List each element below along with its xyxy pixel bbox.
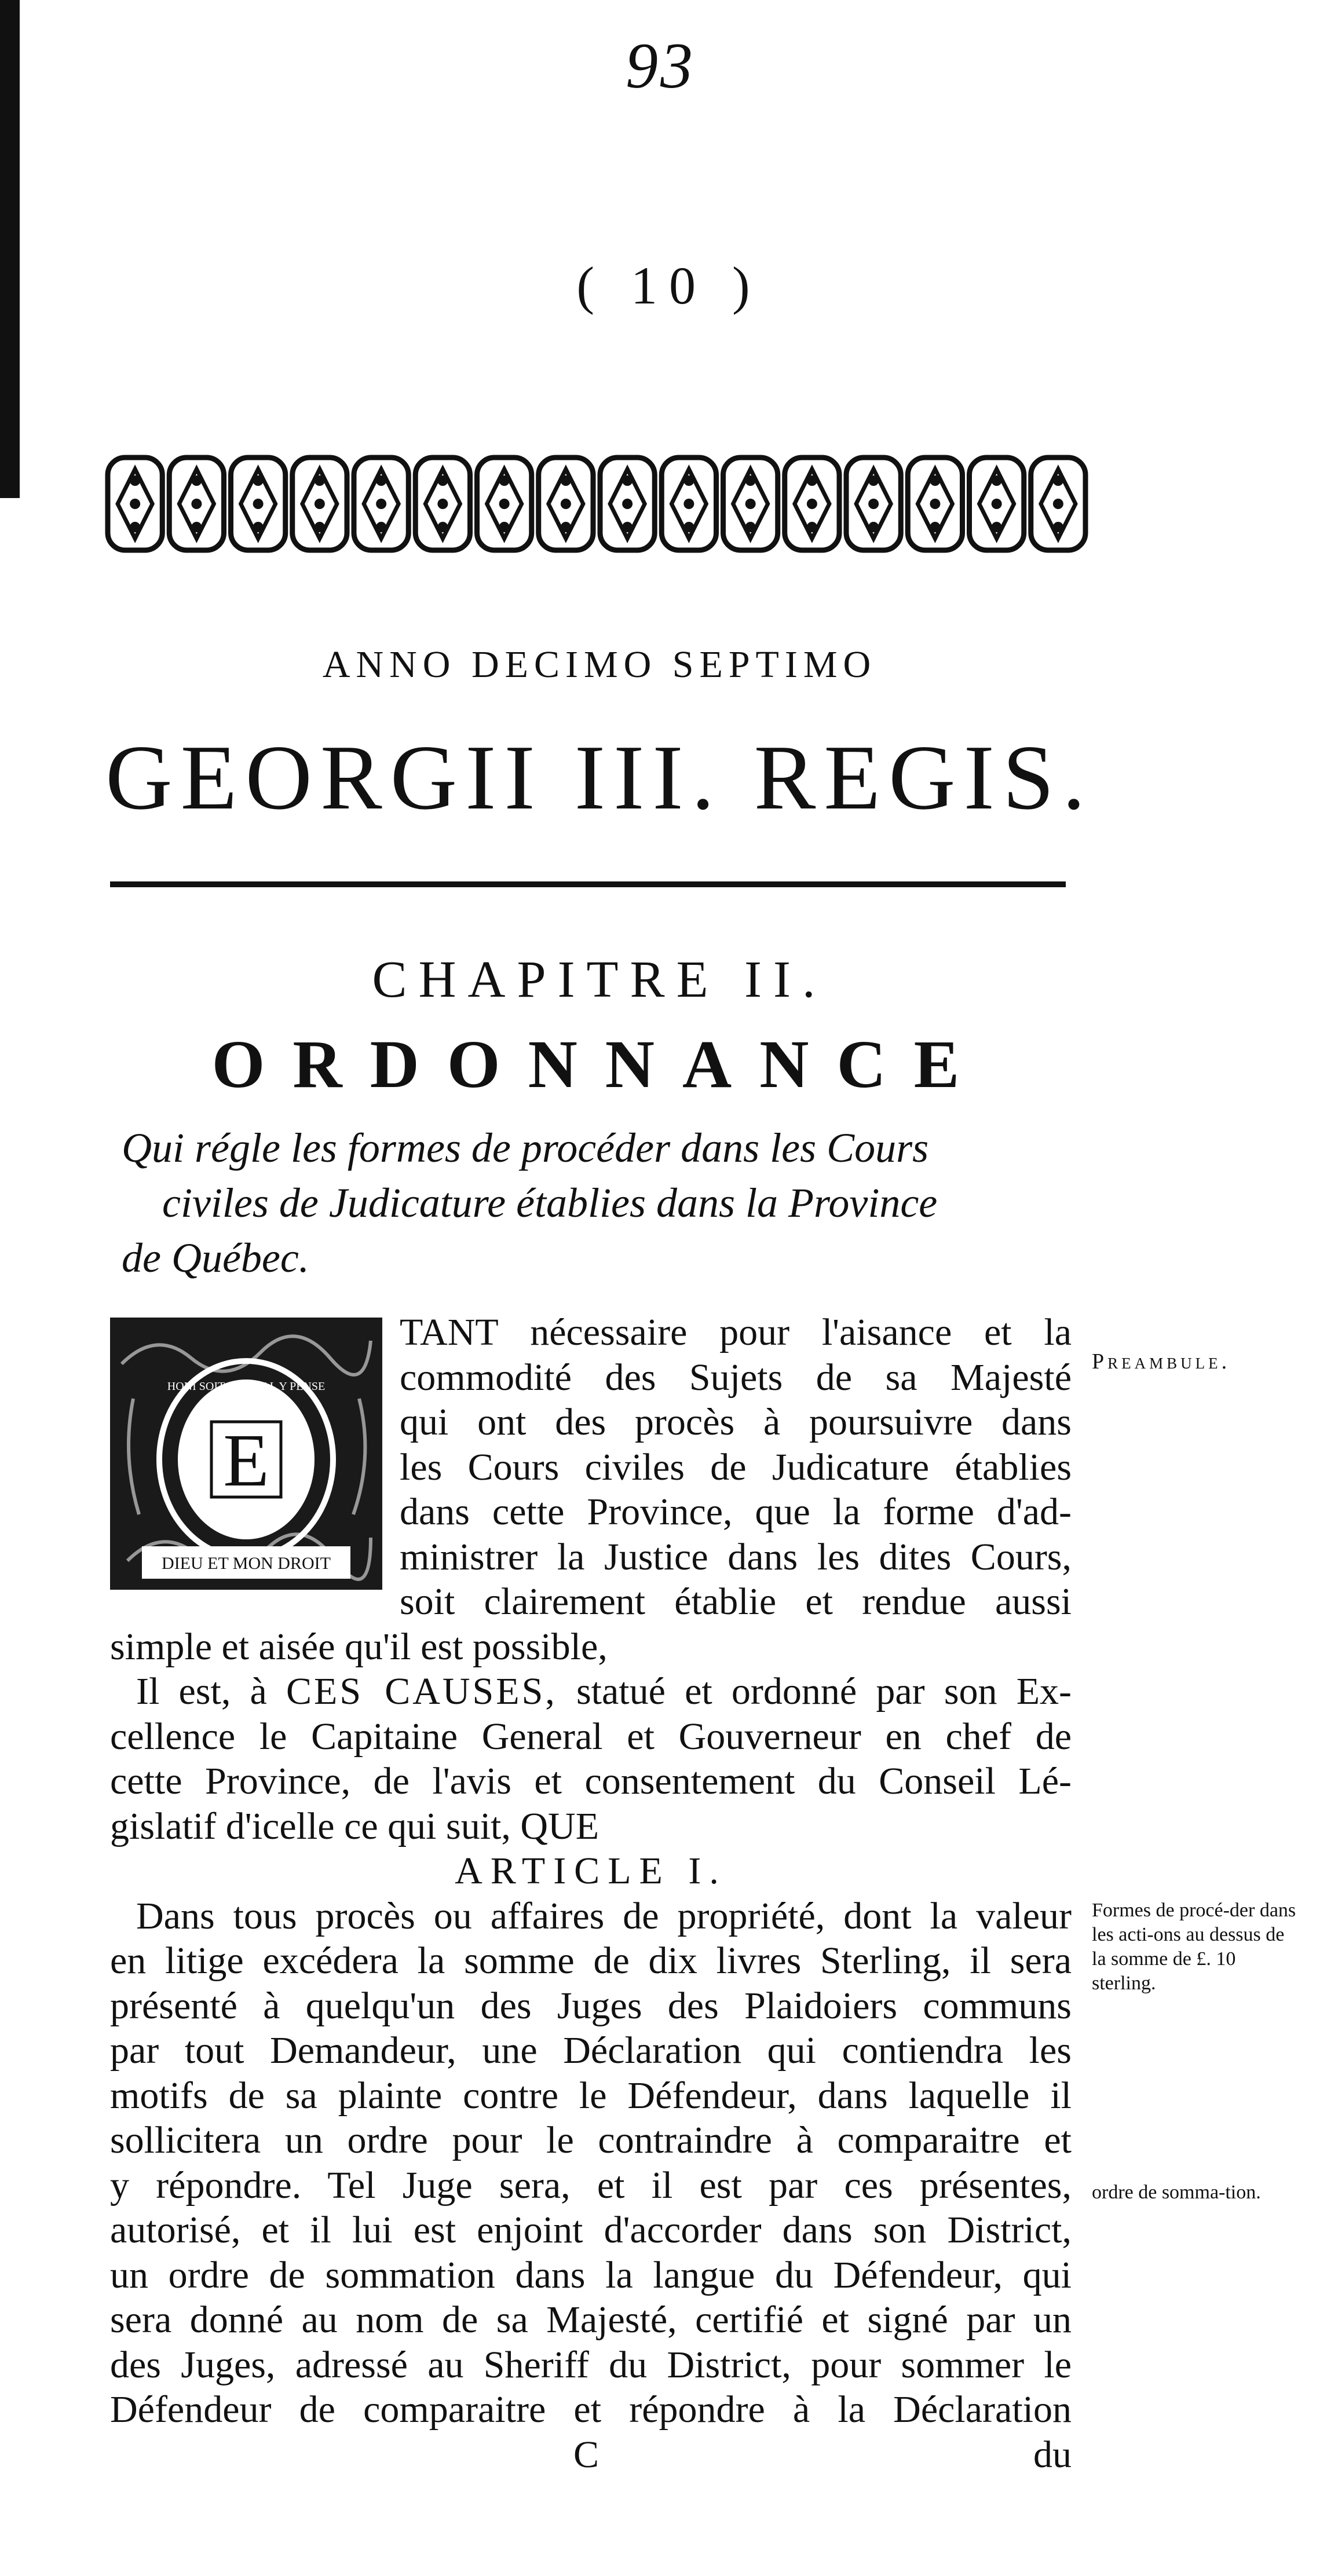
body-line-5: dans cette Province, que la forme d'ad- — [400, 1491, 1072, 1533]
margin-note-formes: Formes de procé-der dans les acti-ons au dessus de la somme de £. 10 sterling. — [1092, 1900, 1296, 1994]
body-line-11: cette Province, de l'avis et consentement du Conseil Lé- — [110, 1760, 1072, 1802]
handwritten-folio-number: 93 — [626, 30, 695, 102]
body-line-23: des Juges, adressé au Sheriff du District, pour sommer le — [110, 2343, 1072, 2386]
ordonnance-heading: ORDONNANCE — [211, 1026, 988, 1102]
body-line-15: présenté à quelqu'un des Juges des Plaidoiers communs — [110, 1984, 1072, 2027]
body-line-1: TANT nécessaire pour l'aisance et la — [400, 1311, 1072, 1353]
page-footer — [110, 2432, 1072, 2478]
ornament-unit — [600, 458, 655, 550]
ornamental-border — [104, 446, 1089, 562]
page-number: ( 10 ) — [576, 256, 762, 315]
regis-heading: GEORGII III. REGIS. — [105, 726, 1094, 829]
body-line-3: qui ont des procès à poursuivre dans — [400, 1401, 1072, 1443]
ornament-unit — [169, 458, 224, 550]
ordinance-body — [110, 1310, 1072, 2477]
margin-note-ordre: ordre de somma-tion. — [1092, 2182, 1261, 2203]
ornament-unit — [661, 458, 716, 550]
body-line-21: un ordre de sommation dans la langue du Défendeur, qui — [110, 2253, 1072, 2296]
ornament-unit — [785, 458, 839, 550]
body-line-16: par tout Demandeur, une Déclaration qui contiendra les — [110, 2029, 1072, 2072]
ornament-unit — [846, 458, 901, 550]
body-line-10: cellence le Capitaine General et Gouverneur en chef de — [110, 1715, 1072, 1758]
subtitle-line-1: Qui régle les formes de procéder dans les Cours — [122, 1125, 929, 1171]
subtitle-line-3: de Québec. — [122, 1235, 309, 1281]
body-line-22: sera donné au nom de sa Majesté, certifié et signé par un — [110, 2299, 1072, 2341]
signature-mark: C — [573, 2433, 599, 2476]
ornament-unit — [539, 458, 593, 550]
body-line-6: ministrer la Justice dans les dites Cours, — [400, 1535, 1072, 1578]
article-heading: ARTICLE I. — [455, 1850, 727, 1892]
body-line-8: simple et aisée qu'il est possible, — [110, 1625, 608, 1668]
ornament-unit — [415, 458, 470, 550]
scan-edge-shadow — [0, 0, 20, 498]
body-line-24: Défendeur de comparaitre et répondre à la Déclaration — [110, 2388, 1072, 2431]
ordinance-subtitle — [122, 1121, 1077, 1286]
ornament-unit — [723, 458, 778, 550]
ornament-unit — [293, 458, 347, 550]
catchword: du — [1033, 2433, 1072, 2476]
chapter-heading: CHAPITRE II. — [372, 951, 827, 1008]
body-line-9 — [110, 1669, 1072, 1714]
ornament-unit — [354, 458, 408, 550]
body-line-13: Dans tous procès ou affaires de propriété, dont la valeur — [136, 1894, 1072, 1937]
ornament-unit — [231, 458, 286, 550]
body-line-4: les Cours civiles de Judicature établies — [400, 1446, 1072, 1488]
initial-letter: E — [223, 1419, 269, 1502]
text-il-est: Il est, à — [136, 1670, 267, 1713]
body-line-17: motifs de sa plainte contre le Défendeur, dans laquelle il — [110, 2074, 1072, 2117]
body-line-18: sollicitera un ordre pour le contraindre à comparaitre et — [110, 2119, 1072, 2161]
body-line-14: en litige excédera la somme de dix livres Sterling, il sera — [110, 1940, 1072, 1982]
text-statue: statué et ordonné par son Ex- — [576, 1670, 1072, 1713]
body-line-2: commodité des Sujets de sa Majesté — [400, 1356, 1072, 1399]
anno-heading: ANNO DECIMO SEPTIMO — [322, 643, 877, 686]
ornament-unit — [970, 458, 1024, 550]
body-line-19: y répondre. Tel Juge sera, et il est par ces présentes, — [110, 2164, 1072, 2207]
body-line-12: gislatif d'icelle ce qui suit, QUE — [110, 1805, 599, 1847]
garter-motto: HONI SOIT QUI MAL Y PENSE — [167, 1380, 326, 1393]
ornament-unit — [1031, 458, 1085, 550]
text-ces-causes: CES CAUSES, — [286, 1670, 557, 1713]
ornament-unit — [108, 458, 162, 550]
title-rule — [110, 881, 1066, 887]
body-line-7: soit clairement établie et rendue aussi — [400, 1580, 1072, 1623]
ornament-unit — [477, 458, 532, 550]
ornament-unit — [908, 458, 962, 550]
margin-note-preambule: Preambule. — [1092, 1349, 1231, 1374]
royal-motto: DIEU ET MON DROIT — [162, 1554, 331, 1573]
body-line-20: autorisé, et il lui est enjoint d'accorder dans son District, — [110, 2209, 1072, 2251]
subtitle-line-2: civiles de Judicature établies dans la Province — [162, 1180, 938, 1226]
